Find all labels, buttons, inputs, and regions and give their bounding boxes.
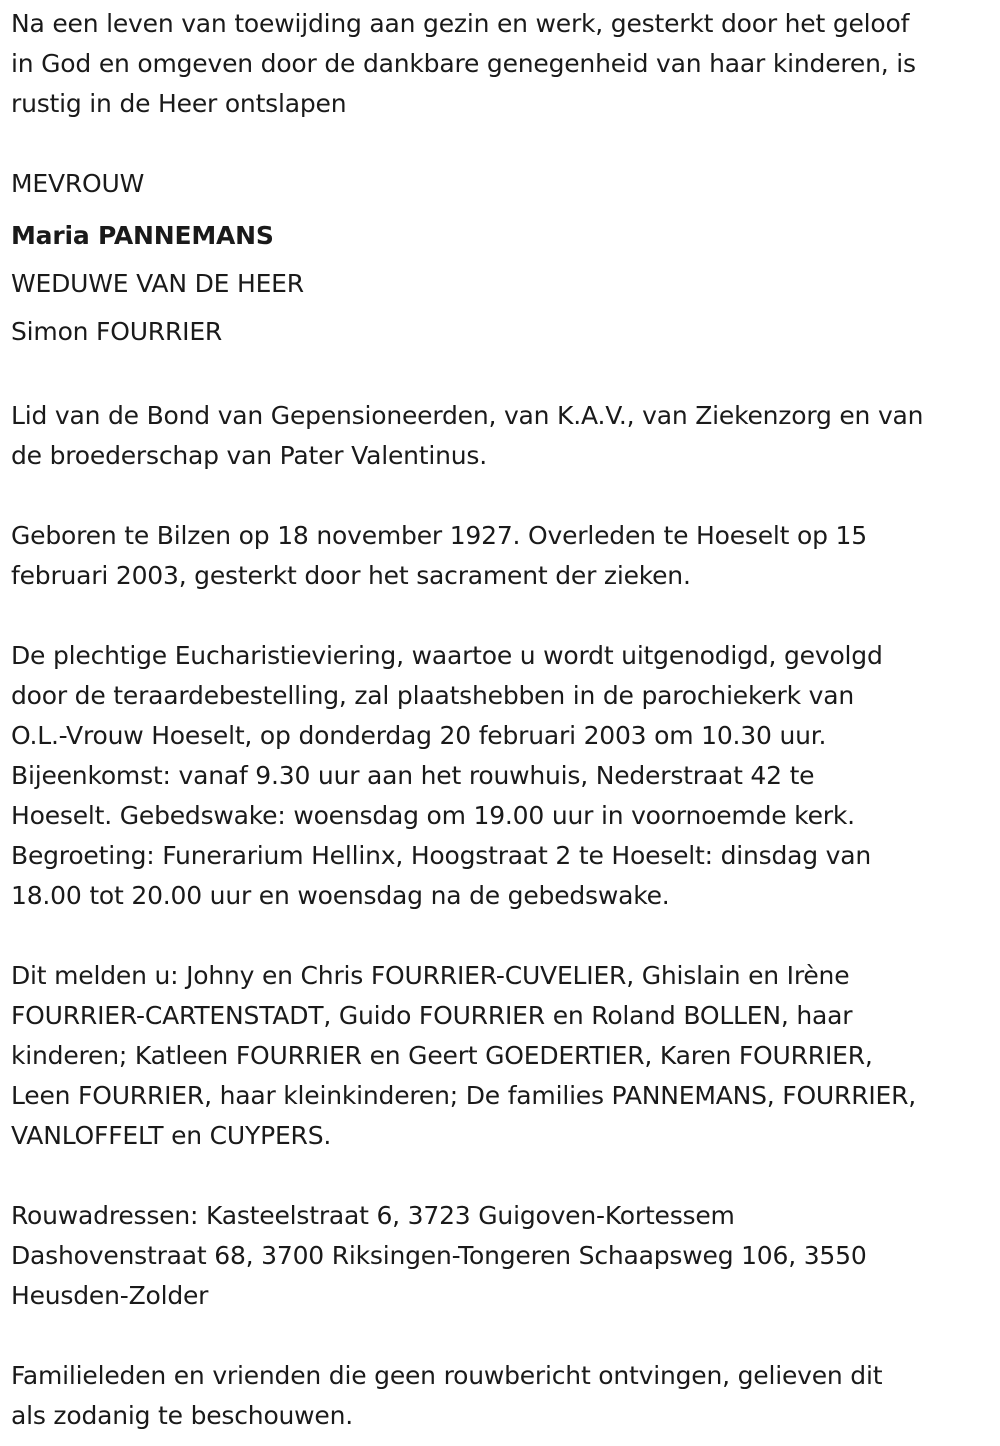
ceremony-line: Begroeting: Funerarium Hellinx, Hoogstraat 2 te Hoeselt: dinsdag van [11, 841, 872, 870]
closing-paragraph [11, 1356, 991, 1436]
membership-line: de broederschap van Pater Valentinus. [11, 441, 487, 470]
honorific: MEVROUW [11, 169, 145, 198]
ceremony-line: Bijeenkomst: vanaf 9.30 uur aan het rouwhuis, Nederstraat 42 te [11, 761, 815, 790]
address-line: Rouwadressen: Kasteelstraat 6, 3723 Guigoven-Kortessem [11, 1201, 735, 1230]
address-line: Heusden-Zolder [11, 1281, 209, 1310]
intro-paragraph [11, 4, 991, 124]
intro-line: rustig in de Heer ontslapen [11, 89, 347, 118]
deceased-block [11, 164, 991, 356]
dates-line: februari 2003, gesterkt door het sacrament der zieken. [11, 561, 691, 590]
dates-paragraph [11, 516, 991, 596]
relation-label: WEDUWE VAN DE HEER [11, 269, 304, 298]
ceremony-line: De plechtige Eucharistieviering, waartoe u wordt uitgenodigd, gevolgd [11, 641, 883, 670]
announcers-line: Leen FOURRIER, haar kleinkinderen; De families PANNEMANS, FOURRIER, [11, 1081, 917, 1110]
dates-line: Geboren te Bilzen op 18 november 1927. Overleden te Hoeselt op 15 [11, 521, 867, 550]
intro-line: Na een leven van toewijding aan gezin en werk, gesterkt door het geloof [11, 9, 910, 38]
ceremony-line: Hoeselt. Gebedswake: woensdag om 19.00 uur in voornoemde kerk. [11, 801, 855, 830]
announcers-line: VANLOFFELT en CUYPERS. [11, 1121, 332, 1150]
deceased-name: Maria PANNEMANS [11, 221, 274, 250]
addresses-paragraph [11, 1196, 991, 1316]
spouse-name: Simon FOURRIER [11, 317, 223, 346]
closing-line: als zodanig te beschouwen. [11, 1401, 354, 1430]
membership-paragraph [11, 396, 991, 476]
ceremony-paragraph [11, 636, 991, 916]
ceremony-line: door de teraardebestelling, zal plaatshebben in de parochiekerk van [11, 681, 855, 710]
intro-line: in God en omgeven door de dankbare genegenheid van haar kinderen, is [11, 49, 916, 78]
membership-line: Lid van de Bond van Gepensioneerden, van K.A.V., van Ziekenzorg en van [11, 401, 924, 430]
obituary-document [11, 4, 991, 1436]
address-line: Dashovenstraat 68, 3700 Riksingen-Tongeren Schaapsweg 106, 3550 [11, 1241, 867, 1270]
ceremony-line: 18.00 tot 20.00 uur en woensdag na de gebedswake. [11, 881, 670, 910]
announcers-line: kinderen; Katleen FOURRIER en Geert GOEDERTIER, Karen FOURRIER, [11, 1041, 873, 1070]
ceremony-line: O.L.-Vrouw Hoeselt, op donderdag 20 februari 2003 om 10.30 uur. [11, 721, 827, 750]
announcers-line: Dit melden u: Johny en Chris FOURRIER-CUVELIER, Ghislain en Irène [11, 961, 850, 990]
announcers-line: FOURRIER-CARTENSTADT, Guido FOURRIER en Roland BOLLEN, haar [11, 1001, 853, 1030]
closing-line: Familieleden en vrienden die geen rouwbericht ontvingen, gelieven dit [11, 1361, 883, 1390]
announcers-paragraph [11, 956, 991, 1156]
